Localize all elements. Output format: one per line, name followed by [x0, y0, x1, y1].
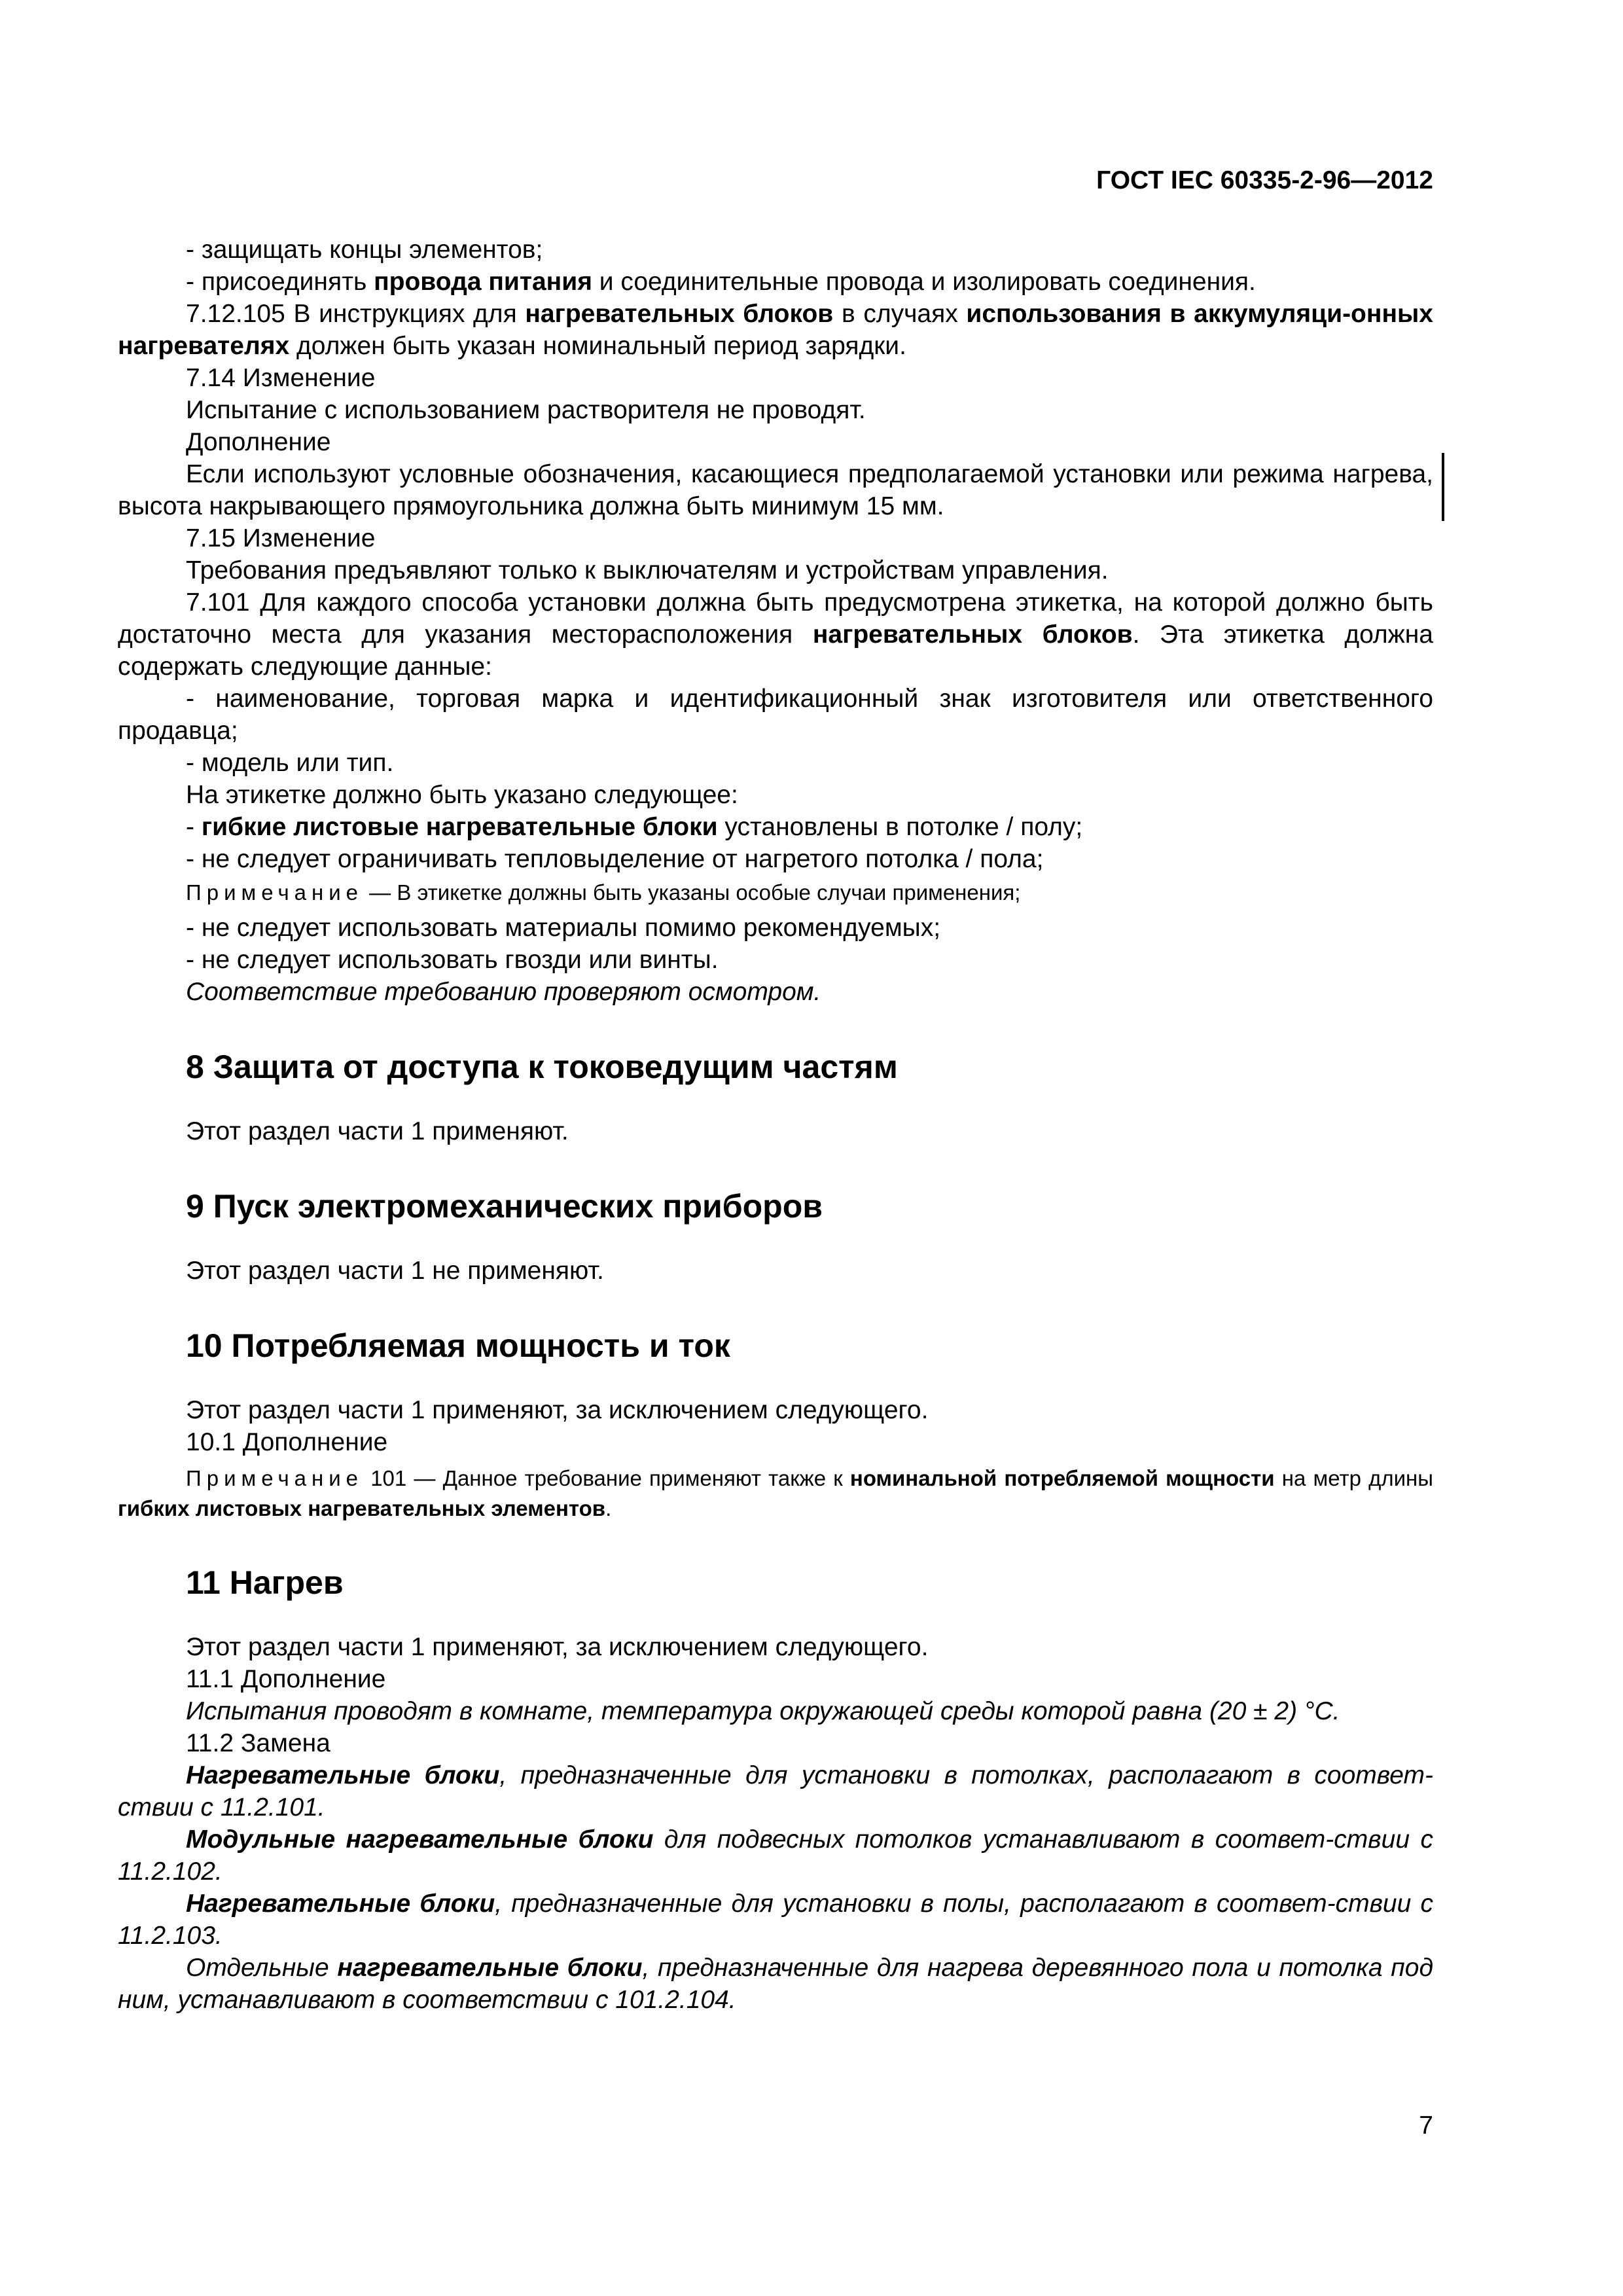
paragraph: Этот раздел части 1 применяют, за исключением следующего.	[186, 1396, 929, 1424]
paragraph-7-12-105: 7.12.105 В инструкциях для нагревательных блоков в случаях использования в аккумуляци-онных нагревателях должен быть указан номинальный период зарядки.	[118, 300, 1433, 360]
list-item: - не следует использовать материалы помимо рекомендуемых;	[186, 914, 941, 942]
note: Примечание — В этикетке должны быть указаны особые случаи применения;	[186, 880, 1021, 905]
paragraph: Если используют условные обозначения, касающиеся предполагаемой установки или режима нагрева, высота накрывающего прямоугольника должна быть минимум 15 мм.	[118, 460, 1433, 520]
paragraph: Нагревательные блоки, предназначенные для установки в полы, располагают в соответ-ствии с 11.2.103.	[118, 1890, 1433, 1950]
paragraph: Модульные нагревательные блоки для подвесных потолков устанавливают в соответ-ствии с 11.2.102.	[118, 1825, 1433, 1886]
paragraph: Этот раздел части 1 применяют.	[186, 1117, 569, 1145]
paragraph: Этот раздел части 1 применяют, за исключением следующего.	[186, 1633, 929, 1661]
paragraph: Требования предъявляют только к выключателям и устройствам управления.	[186, 556, 1109, 584]
list-item: - модель или тип.	[186, 749, 394, 777]
list-item: - гибкие листовые нагревательные блоки установлены в потолке / полу;	[186, 813, 1083, 841]
paragraph: Испытания проводят в комнате, температура окружающей среды которой равна (20 ± 2) °C.	[186, 1697, 1340, 1725]
list-item: - не следует ограничивать тепловыделение от нагретого потолка / пола;	[186, 845, 1044, 873]
compliance-statement: Соответствие требованию проверяют осмотром.	[186, 978, 821, 1006]
clause-heading: 10.1 Дополнение	[186, 1428, 388, 1456]
paragraph: Нагревательные блоки, предназначенные для установки в потолках, располагают в соответ-ствии с 11.2.101.	[118, 1761, 1433, 1821]
note: Примечание 101 — Данное требование применяют также к номинальной потребляемой мощности на метр длины гибких листовых нагревательных элементов.	[118, 1466, 1433, 1520]
list-item: - наименование, торговая марка и идентификационный знак изготовителя или ответственного продавца;	[118, 685, 1433, 745]
section-10-title: 10 Потребляемая мощность и ток	[186, 1327, 730, 1364]
list-item: - присоединять провода питания и соединительные провода и изолировать соединения.	[186, 268, 1256, 296]
page-number: 7	[1419, 2111, 1433, 2140]
clause-heading: Дополнение	[186, 428, 331, 456]
paragraph: На этикетке должно быть указано следующее:	[186, 781, 738, 809]
page-body	[118, 234, 1433, 2016]
revision-bar	[1442, 453, 1444, 521]
list-item: - защищать концы элементов;	[186, 236, 543, 264]
paragraph: Отдельные нагревательные блоки, предназначенные для нагрева деревянного пола и потолка под ним, устанавливают в соответствии с 101.2.104.	[118, 1954, 1434, 2014]
section-9-title: 9 Пуск электромеханических приборов	[186, 1188, 823, 1225]
document-header: ГОСТ IEC 60335-2-96—2012	[1096, 166, 1433, 194]
paragraph: Этот раздел части 1 не применяют.	[186, 1257, 604, 1285]
list-item: - не следует использовать гвозди или винты.	[186, 946, 719, 974]
clause-heading: 11.1 Дополнение	[186, 1665, 386, 1693]
section-8-title: 8 Защита от доступа к токоведущим частям	[186, 1049, 898, 1085]
clause-heading: 7.15 Изменение	[186, 524, 376, 552]
paragraph: Испытание с использованием растворителя не проводят.	[186, 396, 866, 424]
section-11-title: 11 Нагрев	[186, 1564, 344, 1601]
clause-heading: 7.14 Изменение	[186, 364, 376, 392]
paragraph-7-101: 7.101 Для каждого способа установки должна быть предусмотрена этикетка, на которой должно быть достаточно места для указания месторасположения нагревательных блоков. Эта этикетка должна содержать следующие данные:	[118, 588, 1433, 681]
clause-heading: 11.2 Замена	[186, 1729, 330, 1757]
